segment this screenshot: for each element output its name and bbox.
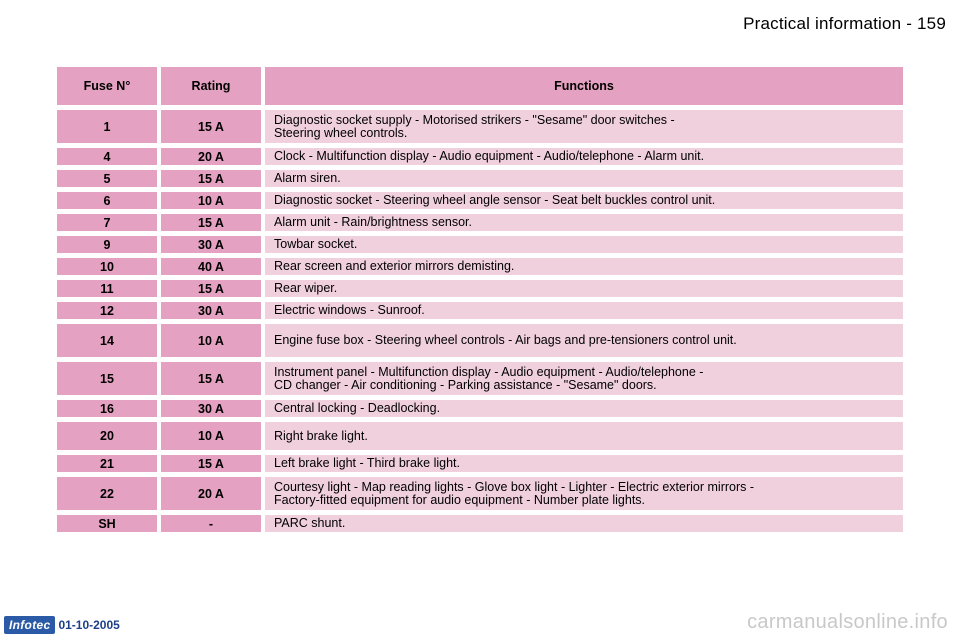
table-row xyxy=(57,170,903,192)
fuse-number-cell: 1 xyxy=(57,110,161,148)
footer xyxy=(4,616,120,634)
rating-cell: 15 A xyxy=(161,170,265,192)
function-line: Left brake light - Third brake light. xyxy=(274,456,460,470)
column-header-rating: Rating xyxy=(161,67,265,110)
table-row xyxy=(57,110,903,148)
rating-cell: - xyxy=(161,515,265,537)
footer-date: 01-10-2005 xyxy=(58,618,120,632)
rating-cell: 10 A xyxy=(161,422,265,455)
function-line: Engine fuse box - Steering wheel controls - Air bags and pre-tensioners control unit. xyxy=(274,333,737,347)
functions-cell xyxy=(265,477,903,515)
fuse-number-cell: 11 xyxy=(57,280,161,302)
rating-cell: 40 A xyxy=(161,258,265,280)
table-row xyxy=(57,236,903,258)
functions-cell xyxy=(265,214,903,236)
function-line: Rear screen and exterior mirrors demisting. xyxy=(274,259,515,273)
functions-cell xyxy=(265,258,903,280)
rating-cell: 30 A xyxy=(161,236,265,258)
rating-cell: 30 A xyxy=(161,302,265,324)
fuse-number-cell: 12 xyxy=(57,302,161,324)
rating-cell: 15 A xyxy=(161,214,265,236)
rating-cell: 20 A xyxy=(161,477,265,515)
function-line: Clock - Multifunction display - Audio equipment - Audio/telephone - Alarm unit. xyxy=(274,149,705,163)
page-title: Practical information - 159 xyxy=(743,14,946,33)
function-line: Diagnostic socket - Steering wheel angle sensor - Seat belt buckles control unit. xyxy=(274,193,716,207)
function-line: Rear wiper. xyxy=(274,281,338,295)
table-row xyxy=(57,422,903,455)
column-header-functions: Functions xyxy=(265,67,903,110)
functions-cell xyxy=(265,324,903,362)
fuse-number-cell: 14 xyxy=(57,324,161,362)
function-line: Alarm siren. xyxy=(274,171,341,185)
rating-cell: 15 A xyxy=(161,362,265,400)
rating-cell: 30 A xyxy=(161,400,265,422)
fuse-number-cell: 15 xyxy=(57,362,161,400)
fuse-number-cell: 10 xyxy=(57,258,161,280)
function-line: Central locking - Deadlocking. xyxy=(274,401,441,415)
functions-cell xyxy=(265,110,903,148)
functions-cell xyxy=(265,148,903,170)
table-row xyxy=(57,362,903,400)
table-header-row xyxy=(57,67,903,110)
table-row xyxy=(57,214,903,236)
function-line: Alarm unit - Rain/brightness sensor. xyxy=(274,215,473,229)
functions-cell xyxy=(265,362,903,400)
functions-cell xyxy=(265,455,903,477)
function-line: Courtesy light - Map reading lights - Glove box light - Lighter - Electric exterior mirrors - xyxy=(274,479,755,494)
function-line: CD changer - Air conditioning - Parking assistance - "Sesame" doors. xyxy=(274,377,657,392)
function-line: Electric windows - Sunroof. xyxy=(274,303,425,317)
table-row xyxy=(57,477,903,515)
table-row xyxy=(57,258,903,280)
fuse-number-cell: 20 xyxy=(57,422,161,455)
functions-cell xyxy=(265,302,903,324)
function-line: PARC shunt. xyxy=(274,516,346,530)
fuse-number-cell: 21 xyxy=(57,455,161,477)
infotec-logo: Infotec xyxy=(4,616,55,634)
table-row xyxy=(57,280,903,302)
rating-cell: 10 A xyxy=(161,324,265,362)
table-row xyxy=(57,192,903,214)
functions-cell xyxy=(265,422,903,455)
table-row xyxy=(57,302,903,324)
rating-cell: 20 A xyxy=(161,148,265,170)
rating-cell: 15 A xyxy=(161,280,265,302)
watermark: carmanualsonline.info xyxy=(747,611,948,633)
fuse-number-cell: 22 xyxy=(57,477,161,515)
fuse-number-cell: 6 xyxy=(57,192,161,214)
rating-cell: 10 A xyxy=(161,192,265,214)
fuse-number-cell: 4 xyxy=(57,148,161,170)
functions-cell xyxy=(265,170,903,192)
table-row xyxy=(57,515,903,537)
column-header-fuse: Fuse N° xyxy=(57,67,161,110)
table-row xyxy=(57,400,903,422)
function-line: Right brake light. xyxy=(274,428,368,443)
function-line: Factory-fitted equipment for audio equipment - Number plate lights. xyxy=(274,492,646,507)
functions-cell xyxy=(265,192,903,214)
functions-cell xyxy=(265,280,903,302)
functions-cell xyxy=(265,515,903,537)
table-row xyxy=(57,455,903,477)
fuse-number-cell: 7 xyxy=(57,214,161,236)
fuse-table xyxy=(57,67,903,537)
fuse-number-cell: SH xyxy=(57,515,161,537)
rating-cell: 15 A xyxy=(161,455,265,477)
rating-cell: 15 A xyxy=(161,110,265,148)
functions-cell xyxy=(265,400,903,422)
function-line: Diagnostic socket supply - Motorised strikers - "Sesame" door switches - xyxy=(274,112,675,127)
table-row xyxy=(57,324,903,362)
fuse-number-cell: 16 xyxy=(57,400,161,422)
function-line: Instrument panel - Multifunction display - Audio equipment - Audio/telephone - xyxy=(274,364,704,379)
fuse-number-cell: 5 xyxy=(57,170,161,192)
function-line: Towbar socket. xyxy=(274,237,358,251)
fuse-number-cell: 9 xyxy=(57,236,161,258)
table-row xyxy=(57,148,903,170)
functions-cell xyxy=(265,236,903,258)
function-line: Steering wheel controls. xyxy=(274,125,408,140)
